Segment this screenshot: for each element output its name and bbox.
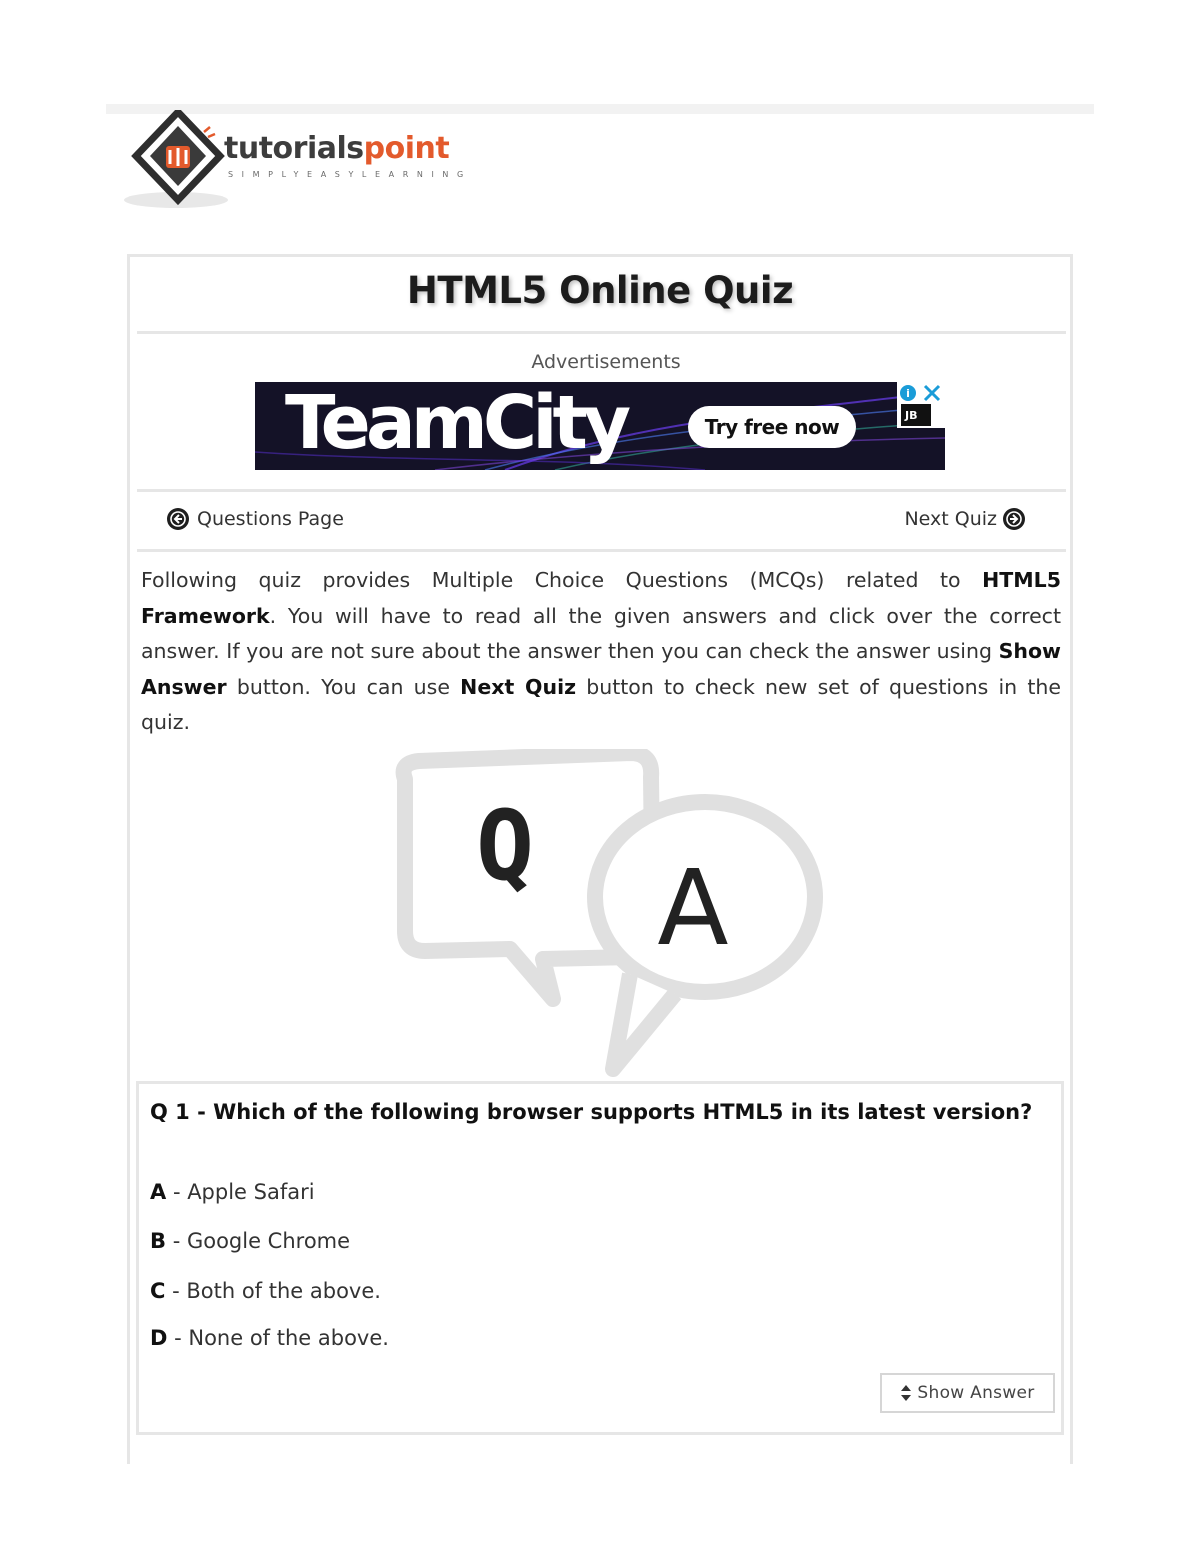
option-c[interactable]: C - Both of the above. xyxy=(150,1279,381,1303)
logo-tagline: SIMPLYEASYLEARNING xyxy=(228,170,472,179)
quiz-panel xyxy=(127,254,1073,1464)
ad-banner[interactable] xyxy=(255,382,945,470)
questions-page-label: Questions Page xyxy=(197,508,344,530)
next-quiz-link[interactable] xyxy=(904,507,1026,531)
ad-close-icon[interactable] xyxy=(897,382,945,428)
question-text: Q 1 - Which of the following browser supports HTML5 in its latest version? xyxy=(150,1100,1033,1124)
logo-wordmark: tutorialspoint xyxy=(224,131,450,166)
option-d[interactable]: D - None of the above. xyxy=(150,1326,389,1350)
question-card xyxy=(136,1081,1064,1435)
divider xyxy=(137,489,1066,492)
qa-bubbles-icon xyxy=(375,749,825,1079)
option-b[interactable]: B - Google Chrome xyxy=(150,1229,351,1253)
option-a[interactable]: A - Apple Safari xyxy=(150,1180,315,1204)
logo-emblem-icon xyxy=(124,110,234,214)
svg-text:i: i xyxy=(906,387,910,400)
arrow-right-circle-icon xyxy=(1002,507,1026,531)
quiz-navigation xyxy=(130,505,1070,535)
ad-brand-text: TeamCity xyxy=(285,382,627,466)
next-quiz-label: Next Quiz xyxy=(904,508,997,530)
show-answer-label: Show Answer xyxy=(917,1383,1035,1403)
site-logo[interactable] xyxy=(124,110,474,214)
svg-text:Q: Q xyxy=(476,790,534,902)
sort-icon xyxy=(900,1384,912,1402)
questions-page-link[interactable] xyxy=(166,507,344,531)
ad-label: Advertisements xyxy=(531,351,681,373)
quiz-intro: Following quiz provides Multiple Choice Questions (MCQs) related to HTML5 Framework. You will have to read all the given answers and click over the correct answer. If you are not sure about the answer then you can check the answer using Show Answer button. You can use Next Quiz button to check new set of questions in the quiz. xyxy=(141,568,1061,734)
arrow-left-circle-icon xyxy=(166,507,190,531)
svg-text:JB: JB xyxy=(905,409,918,422)
divider xyxy=(137,331,1066,334)
show-answer-button[interactable] xyxy=(880,1373,1055,1413)
page-title: HTML5 Online Quiz xyxy=(406,269,794,312)
svg-text:A: A xyxy=(657,847,729,969)
ad-cta-button[interactable]: Try free now xyxy=(688,406,856,448)
divider xyxy=(137,549,1066,552)
